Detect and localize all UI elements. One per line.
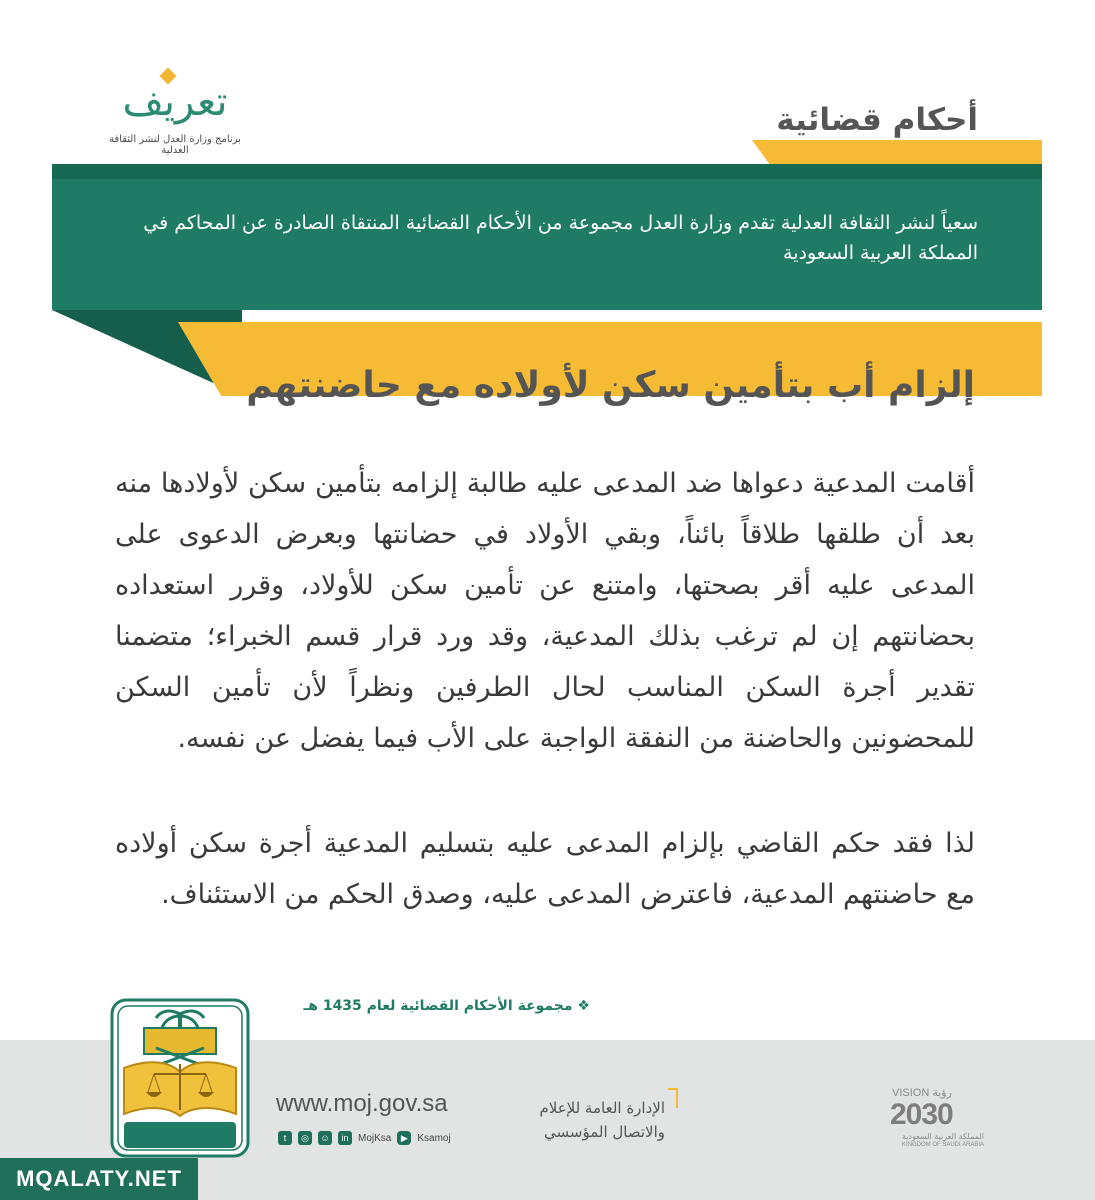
body-paragraph-2: لذا فقد حكم القاضي بإلزام المدعى عليه بتسليم المدعية أجرة سكن أولاده مع حاضنتهم المدعية، فاعترض المدعى عليه، وصدق الحكم من الاستئناف. [115, 828, 975, 910]
snapchat-icon[interactable]: ☺ [318, 1131, 332, 1145]
headline: إلزام أب بتأمين سكن لأولاده مع حاضنتهم [246, 365, 975, 406]
youtube-icon[interactable]: ▶ [397, 1131, 411, 1145]
social-handle-2: Ksamoj [417, 1132, 451, 1144]
brand-tagline: برنامج وزارة العدل لنشر الثقافة العدلية [109, 134, 241, 156]
social-row [278, 1128, 498, 1148]
source-note: ❖ مجموعة الأحكام القضائية لعام 1435 هـ [303, 998, 590, 1014]
body-paragraph-1: أقامت المدعية دعواها ضد المدعى عليه طالبة إلزامه بتأمين سكن لأولادها منه بعد أن طلقها طلاقاً بائناً، وبقي الأولاد في حضانتها وبعرض الدعوى على المدعى عليه أقر بصحتها، وامتنع عن تأمين سكن للأولاد، وقرر استعداده بحضانتهم إن لم ترغب بذلك المدعية، وقد ورد قرار قسم الخبراء؛ متضمنا تقدير أجرة السكن المناسب لحال الطرفين ونظراً لأن تأمين السكن للمحضونين والحاضنة من النفقة الواجبة على الأب فيما يفضل عن نفسه. [115, 468, 975, 754]
vision-2030-logo [878, 1086, 988, 1156]
social-handle-1: MojKsa [358, 1132, 392, 1144]
brand-wordmark: تعريف [122, 79, 228, 125]
intro-band-topline [52, 164, 1042, 179]
media-dept-line-1: الإدارة العامة للإعلام [539, 1099, 665, 1117]
section-ribbon [752, 140, 1042, 164]
vision-sub-en: KINGDOM OF SAUDI ARABIA [901, 1142, 984, 1148]
linkedin-icon[interactable]: in [338, 1131, 352, 1145]
vision-label: VISION رؤية [892, 1087, 952, 1099]
media-dept-line-2: والاتصال المؤسسي [544, 1123, 665, 1141]
brand-logo [100, 60, 260, 155]
website-link[interactable]: www.moj.gov.sa [276, 1090, 448, 1117]
intro-text: سعياً لنشر الثقافة العدلية تقدم وزارة العدل مجموعة من الأحكام القضائية المنتقاة الصادرة عن المحاكم في المملكة العربية السعودية [143, 212, 978, 264]
media-dept-bracket [668, 1088, 678, 1108]
media-department [505, 1096, 665, 1144]
instagram-icon[interactable]: ◎ [298, 1131, 312, 1145]
vision-sub-ar: المملكة العربية السعودية [901, 1132, 984, 1141]
section-title: أحكام قضائية [776, 102, 978, 138]
ministry-emblem [110, 998, 250, 1158]
twitter-icon[interactable]: t [278, 1131, 292, 1145]
vision-year: 2030 [890, 1098, 953, 1131]
intro-band [52, 164, 1042, 310]
ministry-emblem-icon [110, 998, 250, 1158]
site-watermark: MQALATY.NET [0, 1158, 198, 1200]
